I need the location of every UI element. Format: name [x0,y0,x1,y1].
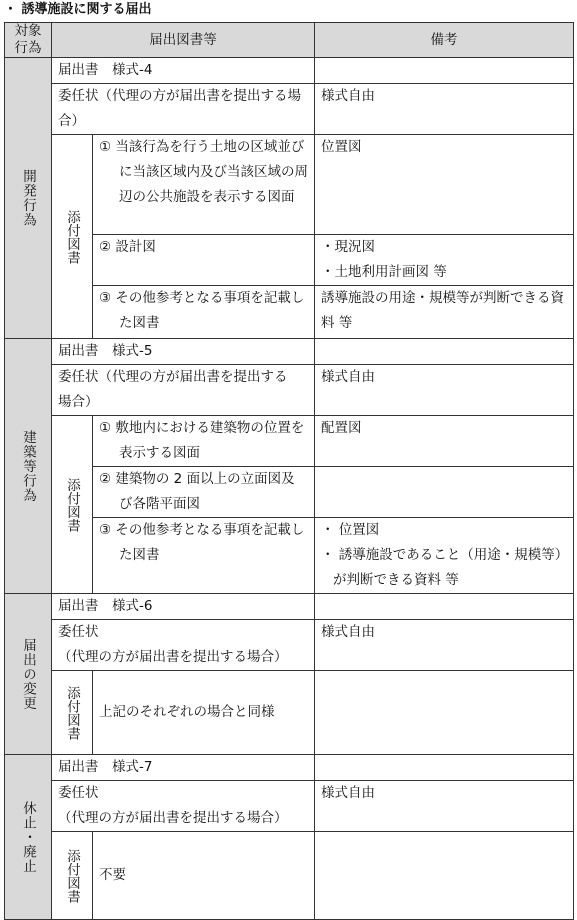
attachment-item: ① 敷地内における建築物の位置を表示する図面 [93,416,315,467]
form-cell: 届出書 様式-4 [52,58,315,84]
attach-label-cell [52,671,93,755]
remark-cell: 様式自由 [315,781,574,832]
header-target-action: 対象行為 [5,23,52,58]
table-row [5,620,574,671]
attachment-item: 上記のそれぞれの場合と同様 [93,671,315,755]
table-row [5,781,574,832]
table-header-row [5,23,574,58]
remark-cell: 様式自由 [315,365,574,416]
proxy-cell [52,620,315,671]
table-row [5,671,574,755]
attachment-item: ② 設計図 [93,235,315,286]
table-row [5,135,574,235]
proxy-line: 委任状 [58,624,99,640]
remark-cell [315,518,574,594]
proxy-cell [52,781,315,832]
remark-cell: 様式自由 [315,620,574,671]
form-cell: 届出書 様式-5 [52,339,315,365]
category-label: 開発行為 [20,169,36,227]
remark-cell [315,832,574,920]
remark-cell [315,671,574,755]
remark-line: ・ 誘導施設であること（用途・規模等）が判断できる資料 等 [321,547,562,588]
remark-cell [315,235,574,286]
table-row [5,339,574,365]
proxy-cell: 委任状（代理の方が届出書を提出する場合） [52,84,315,135]
remark-cell: 配置図 [315,416,574,467]
header-documents: 届出図書等 [52,23,315,58]
page-title: ・ 誘導施設に関する届出 [4,2,152,17]
attachment-item: ① 当該行為を行う土地の区域並びに当該区域内及び当該区域の周辺の公共施設を表示する図面 [93,135,315,235]
remark-cell: 様式自由 [315,84,574,135]
attach-label: 添付図書 [64,685,80,740]
category-cell [5,339,52,594]
proxy-line: 委任状 [58,785,99,801]
attachment-item: 不要 [93,832,315,920]
remark-cell [315,755,574,781]
form-cell: 届出書 様式-6 [52,594,315,620]
attach-label-cell [52,416,93,594]
table-row [5,832,574,920]
table-row [5,84,574,135]
category-label: 届出の変更 [20,637,36,711]
category-cell [5,594,52,755]
header-remarks: 備考 [315,23,574,58]
remark-cell [315,58,574,84]
attach-label-cell [52,832,93,920]
remark-cell [315,467,574,518]
attachment-item: ③ その他参考となる事項を記載した図書 [93,518,315,594]
remark-line: ・現況図 [321,239,375,255]
table-row [5,416,574,467]
attach-label-cell [52,135,93,339]
notification-table [4,22,574,920]
attach-label: 添付図書 [64,848,80,903]
category-cell [5,58,52,339]
table-row [5,365,574,416]
table-row [5,755,574,781]
attachment-item: ② 建築物の 2 面以上の立面図及び各階平面図 [93,467,315,518]
attach-label: 添付図書 [64,209,80,264]
table-row [5,58,574,84]
attachment-item: ③ その他参考となる事項を記載した図書 [93,286,315,339]
remark-cell [315,339,574,365]
remark-line: ・ 位置図 [321,522,380,538]
table-row [5,594,574,620]
remark-cell: 位置図 [315,135,574,235]
category-label: 建築等行為 [20,429,36,503]
proxy-line: （代理の方が届出書を提出する場合） [58,649,288,665]
form-cell: 届出書 様式-7 [52,755,315,781]
proxy-cell: 委任状（代理の方が届出書を提出する 場合） [52,365,315,416]
proxy-line: （代理の方が届出書を提出する場合） [58,810,288,826]
attach-label: 添付図書 [64,477,80,532]
category-label: 休止・廃止 [20,800,36,874]
category-cell [5,755,52,920]
remark-cell [315,594,574,620]
remark-cell: 誘導施設の用途・規模等が判断できる資料 等 [315,286,574,339]
remark-line: ・土地利用計画図 等 [321,264,447,280]
